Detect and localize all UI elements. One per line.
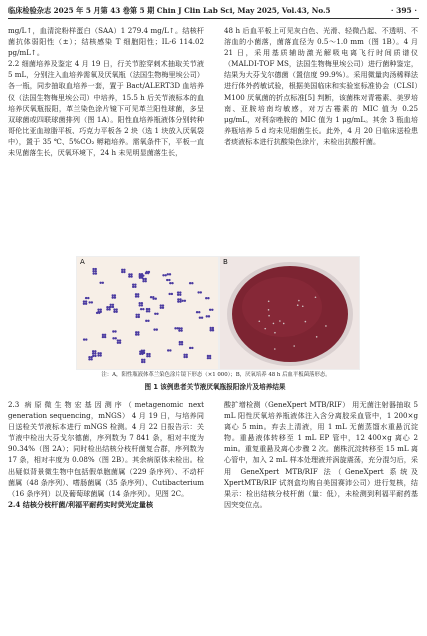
section-heading-2-4: 2.4 结核分枝杆菌/利福平耐药实时荧光定量核 — [8, 499, 154, 509]
right-column-bottom — [224, 399, 418, 510]
left-column-bottom — [8, 399, 204, 510]
figure-label-b: B — [223, 258, 228, 266]
header-rule — [8, 18, 419, 19]
gram-stain-micrograph — [77, 257, 218, 369]
right-column-top — [224, 25, 418, 147]
figure-label-a: A — [80, 258, 85, 266]
left-column-top — [8, 25, 204, 158]
paragraph: 48 h 后血平板上可见灰白色、光滑、轻微凸起、不透明、不溶血的小菌落，菌落直径为 0.5～1.0 mm（图 1B）。4 月 21 日，采用基质辅助激光解吸电离飞行时间质谱仪（MALDI-TOF MS，法国生物梅里埃公司）进行菌种鉴定，结果为大芬戈尔德菌（置信度 99.9%）。采用微量肉汤稀释法进行体外药敏试验，根据美国临床和实验室标准协会（CLSI）M100 厌氧菌的折点标准[5] 判断，该菌株对青霉素、美罗培南、亚胺培南均敏感，对万古霉素的 MIC 值为 0.25 μg/mL，对利奈唑胺的 MIC 值为 1 μg/mL。其余 3 瓶血培养瓶培养 5 d 均未见细菌生长。此外，4 月 20 日临床送检患者痰液标本进行抗酸染色涂片，未检出抗酸杆菌。 — [224, 26, 418, 146]
figure-1a-gram-stain-image — [76, 256, 219, 370]
blood-agar-plate — [220, 257, 359, 369]
figure-caption: 图 1 该例患者关节液厌氧瓶报阳涂片及培养结果 — [144, 383, 286, 391]
paragraph: 酸扩增检测（GeneXpert MTB/RIF） 用无菌注射器抽取 5 mL 阳性厌氧培养瓶液体注入含分离胶采血管中，1 200×g 离心 5 min。弃去上清液，用 1 mL 无菌蒸馏水重悬沉淀物。重悬液体转移至 1 mL EP 管中，12 400×g 离心 2 min。重复重悬及离心步骤 2 次。菌株沉淀转移至 15 mL 离心管中，加入 2 mL 样本处理液并涡旋震荡，充分混匀后，采用 GeneXpert MTB/RIF 法（GeneXpert 系统及 XpertMTB/RIF 试剂盒均购自美国赛沛公司）进行复核，结果示：检出结核分枝杆菌（量：低），未检测到利福平耐药基因突变位点。 — [224, 400, 418, 509]
page-number: · 395 · — [390, 6, 417, 15]
running-header-left: 临床检验杂志 2025 年 5 月第 43 卷第 5 期 Chin J Clin Lab Sci, May 2025, Vol.43, No.5 — [8, 6, 331, 15]
paragraph-section-2-2: 2.2 细菌培养及鉴定 4 月 19 日，行关节腔穿刺术抽取关节液 5 mL，分别注入血培养需氧及厌氧瓶（法国生物梅里埃公司）各一瓶，同步抽取血培养一套，置于 Bact/ALERT3D 血培养仪（法国生物梅里埃公司）中培养，15.5 h 后关节液标本的血培养厌氧瓶报阳，革兰染色涂片镜下可见革兰阳性球菌，多呈双球菌或四联球菌排列（图 1A）。阳性血培养瓶液体分别转种哥伦比亚血琼脂平板、巧克力平板各 2 块（选 1 块放入厌氧袋中），置于 35 ℃、5%CO₂ 孵箱培养。需氧条件下，平板一直未见菌落生长，厌氧环境下，24 h 未见明显菌落生长， — [8, 59, 204, 158]
figure-note: 注：A，阳性瓶液体革兰染色涂片镜下形态（×1 000）；B，厌氧培养 48 h 后血平板菌落形态。 — [101, 372, 331, 378]
figure-1b-blood-agar-plate-image — [219, 256, 360, 370]
paragraph: mg/L↑，血清淀粉样蛋白（SAA）1 279.4 mg/L↑。结核杆菌抗体弱阳性（±）；结核感染 T 细胞阳性；IL-6 114.02 pg/mL↑。 — [8, 26, 204, 58]
paragraph-section-2-3: 2.3 病原微生物宏基因测序（metagenomic next generation sequencing，mNGS） 4 月 19 日，与培养同日送检关节液标本进行 mNGS 检测。4 月 22 日报告示：关节液中检出大芬戈尔德菌，序列数为 7 841 条，相对丰度为 90.34%（图 2A）；同时检出结核分枝杆菌复合群，序列数为 17 条，相对丰度为 0.08%（图 2B）。其余病原体未检出。检出疑似背景微生物中包括假单胞菌属（229 条序列）、不动杆菌属（48 条序列）、嗜肠菌属（35 条序列）、Cutibacterium（16 条序列）以及葡萄球菌属（14 条序列）。见图 2C。 — [8, 400, 204, 498]
